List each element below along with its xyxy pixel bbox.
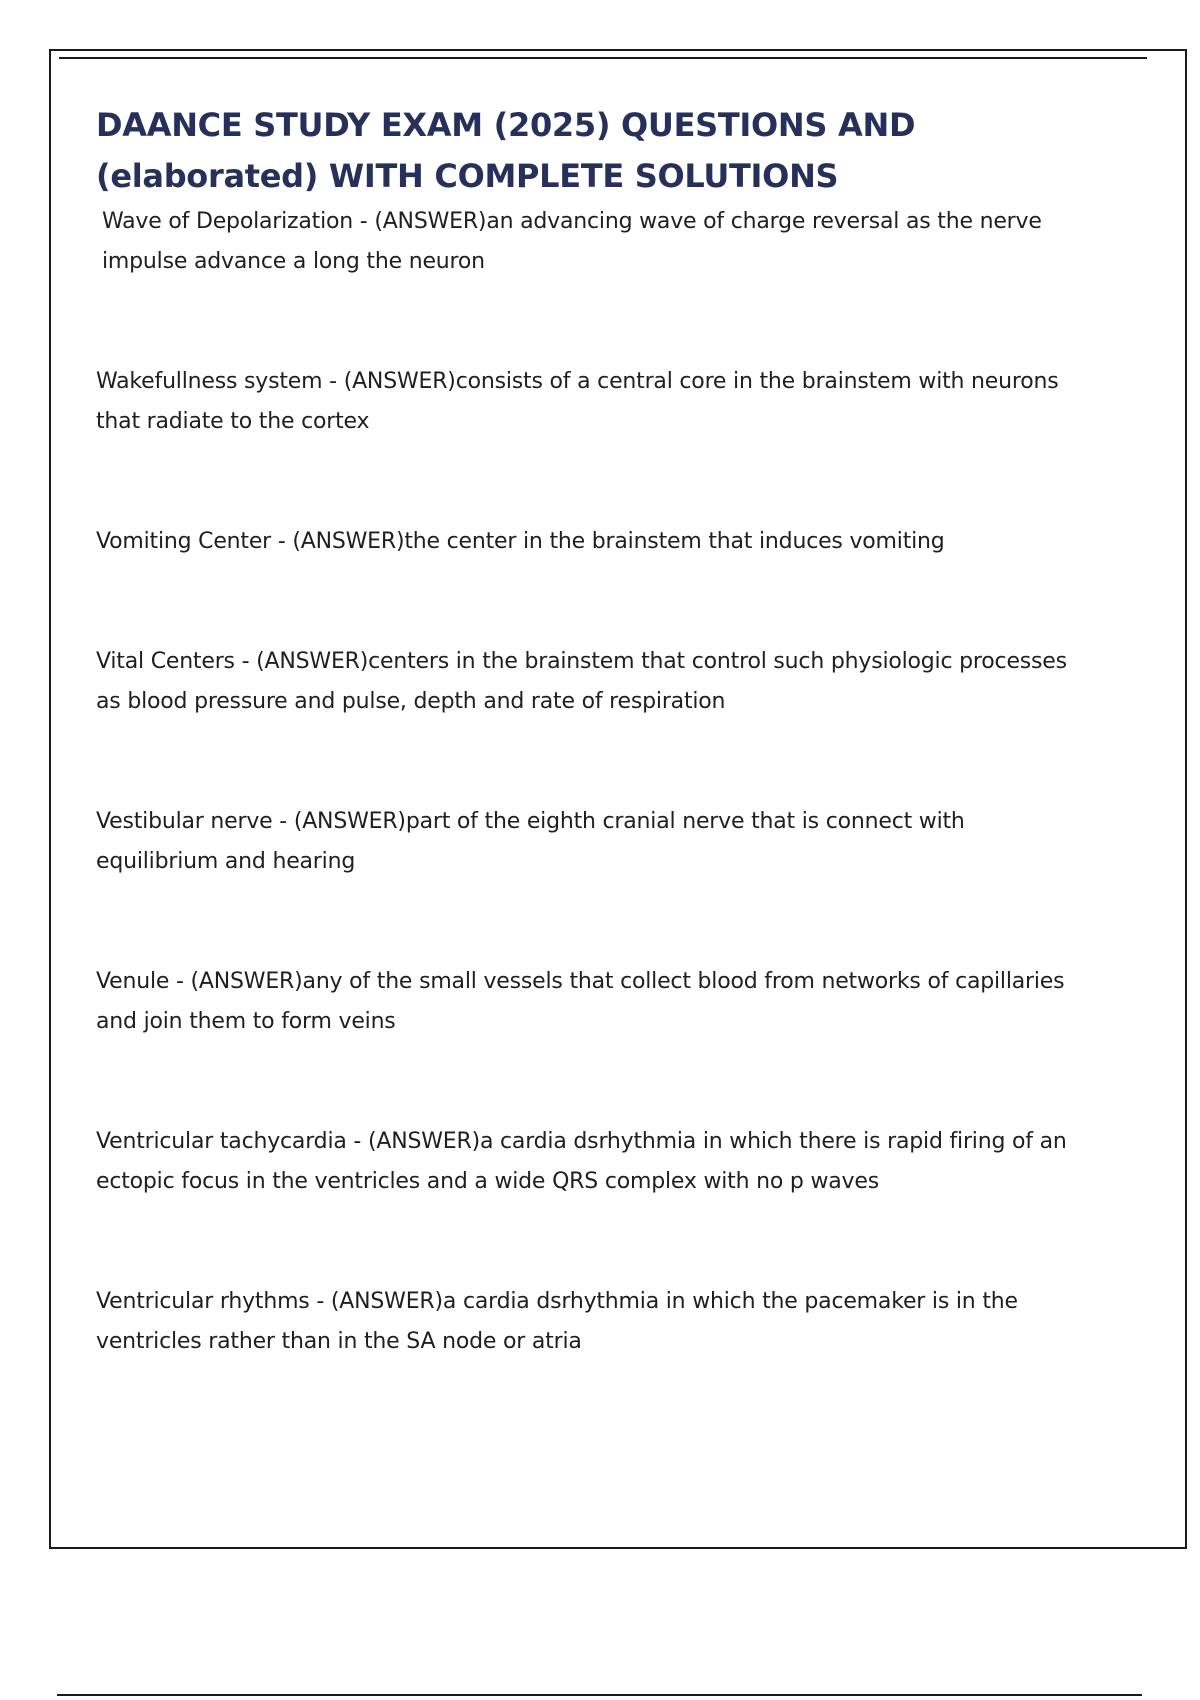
- qa-separator: -: [169, 969, 191, 994]
- document-title-line-2: (elaborated) WITH COMPLETE SOLUTIONS: [96, 157, 839, 195]
- qa-definition: a cardia dsrhythmia in which the pacemaker is in the ventricles rather than in the SA node or atria: [96, 1289, 1018, 1354]
- document-title: [96, 100, 1086, 202]
- qa-item-vital-centers: [96, 642, 1086, 722]
- qa-definition: any of the small vessels that collect blood from networks of capillaries and join them to form veins: [96, 969, 1065, 1034]
- qa-item-vomiting-center: [96, 522, 1086, 562]
- answer-tag: (ANSWER): [343, 369, 456, 394]
- answer-tag: (ANSWER): [190, 969, 303, 994]
- bottom-rule: [57, 1694, 1142, 1696]
- top-rule: [59, 57, 1147, 59]
- qa-definition: part of the eighth cranial nerve that is connect with equilibrium and hearing: [96, 809, 965, 874]
- qa-term: Venule: [96, 969, 170, 994]
- answer-tag: (ANSWER): [367, 1129, 480, 1154]
- answer-tag: (ANSWER): [292, 529, 405, 554]
- qa-item-wave-of-depolarization: [96, 202, 1086, 282]
- qa-separator: -: [272, 809, 294, 834]
- document-title-line-1: DAANCE STUDY EXAM (2025) QUESTIONS AND: [96, 106, 916, 144]
- qa-item-vestibular-nerve: [96, 802, 1086, 882]
- qa-definition: centers in the brainstem that control such physiologic processes as blood pressure and pulse, depth and rate of respiration: [96, 649, 1067, 714]
- qa-separator: -: [271, 529, 293, 554]
- qa-item-venule: [96, 962, 1086, 1042]
- qa-term: Wakefullness system: [96, 369, 323, 394]
- qa-term: Vomiting Center: [96, 529, 272, 554]
- qa-list: [96, 202, 1086, 1362]
- qa-separator: -: [353, 209, 375, 234]
- qa-definition: an advancing wave of charge reversal as the nerve impulse advance a long the neuron: [102, 209, 1042, 274]
- qa-separator: -: [322, 369, 344, 394]
- qa-item-ventricular-rhythms: [96, 1282, 1086, 1362]
- qa-definition: the center in the brainstem that induces vomiting: [404, 529, 945, 554]
- qa-separator: -: [346, 1129, 368, 1154]
- qa-definition: a cardia dsrhythmia in which there is rapid firing of an ectopic focus in the ventricles and a wide QRS complex with no p waves: [96, 1129, 1067, 1194]
- answer-tag: (ANSWER): [256, 649, 369, 674]
- answer-tag: (ANSWER): [374, 209, 487, 234]
- qa-term: Vital Centers: [96, 649, 235, 674]
- answer-tag: (ANSWER): [330, 1289, 443, 1314]
- qa-definition: consists of a central core in the brainstem with neurons that radiate to the cortex: [96, 369, 1059, 434]
- document-body: [96, 100, 1086, 1442]
- qa-separator: -: [234, 649, 257, 674]
- qa-term: Wave of Depolarization: [102, 209, 353, 234]
- qa-term: Vestibular nerve: [96, 809, 273, 834]
- answer-tag: (ANSWER): [293, 809, 406, 834]
- qa-separator: -: [309, 1289, 331, 1314]
- qa-item-wakefullness-system: [96, 362, 1086, 442]
- qa-item-ventricular-tachycardia: [96, 1122, 1086, 1202]
- qa-term: Ventricular tachycardia: [96, 1129, 347, 1154]
- qa-term: Ventricular rhythms: [96, 1289, 310, 1314]
